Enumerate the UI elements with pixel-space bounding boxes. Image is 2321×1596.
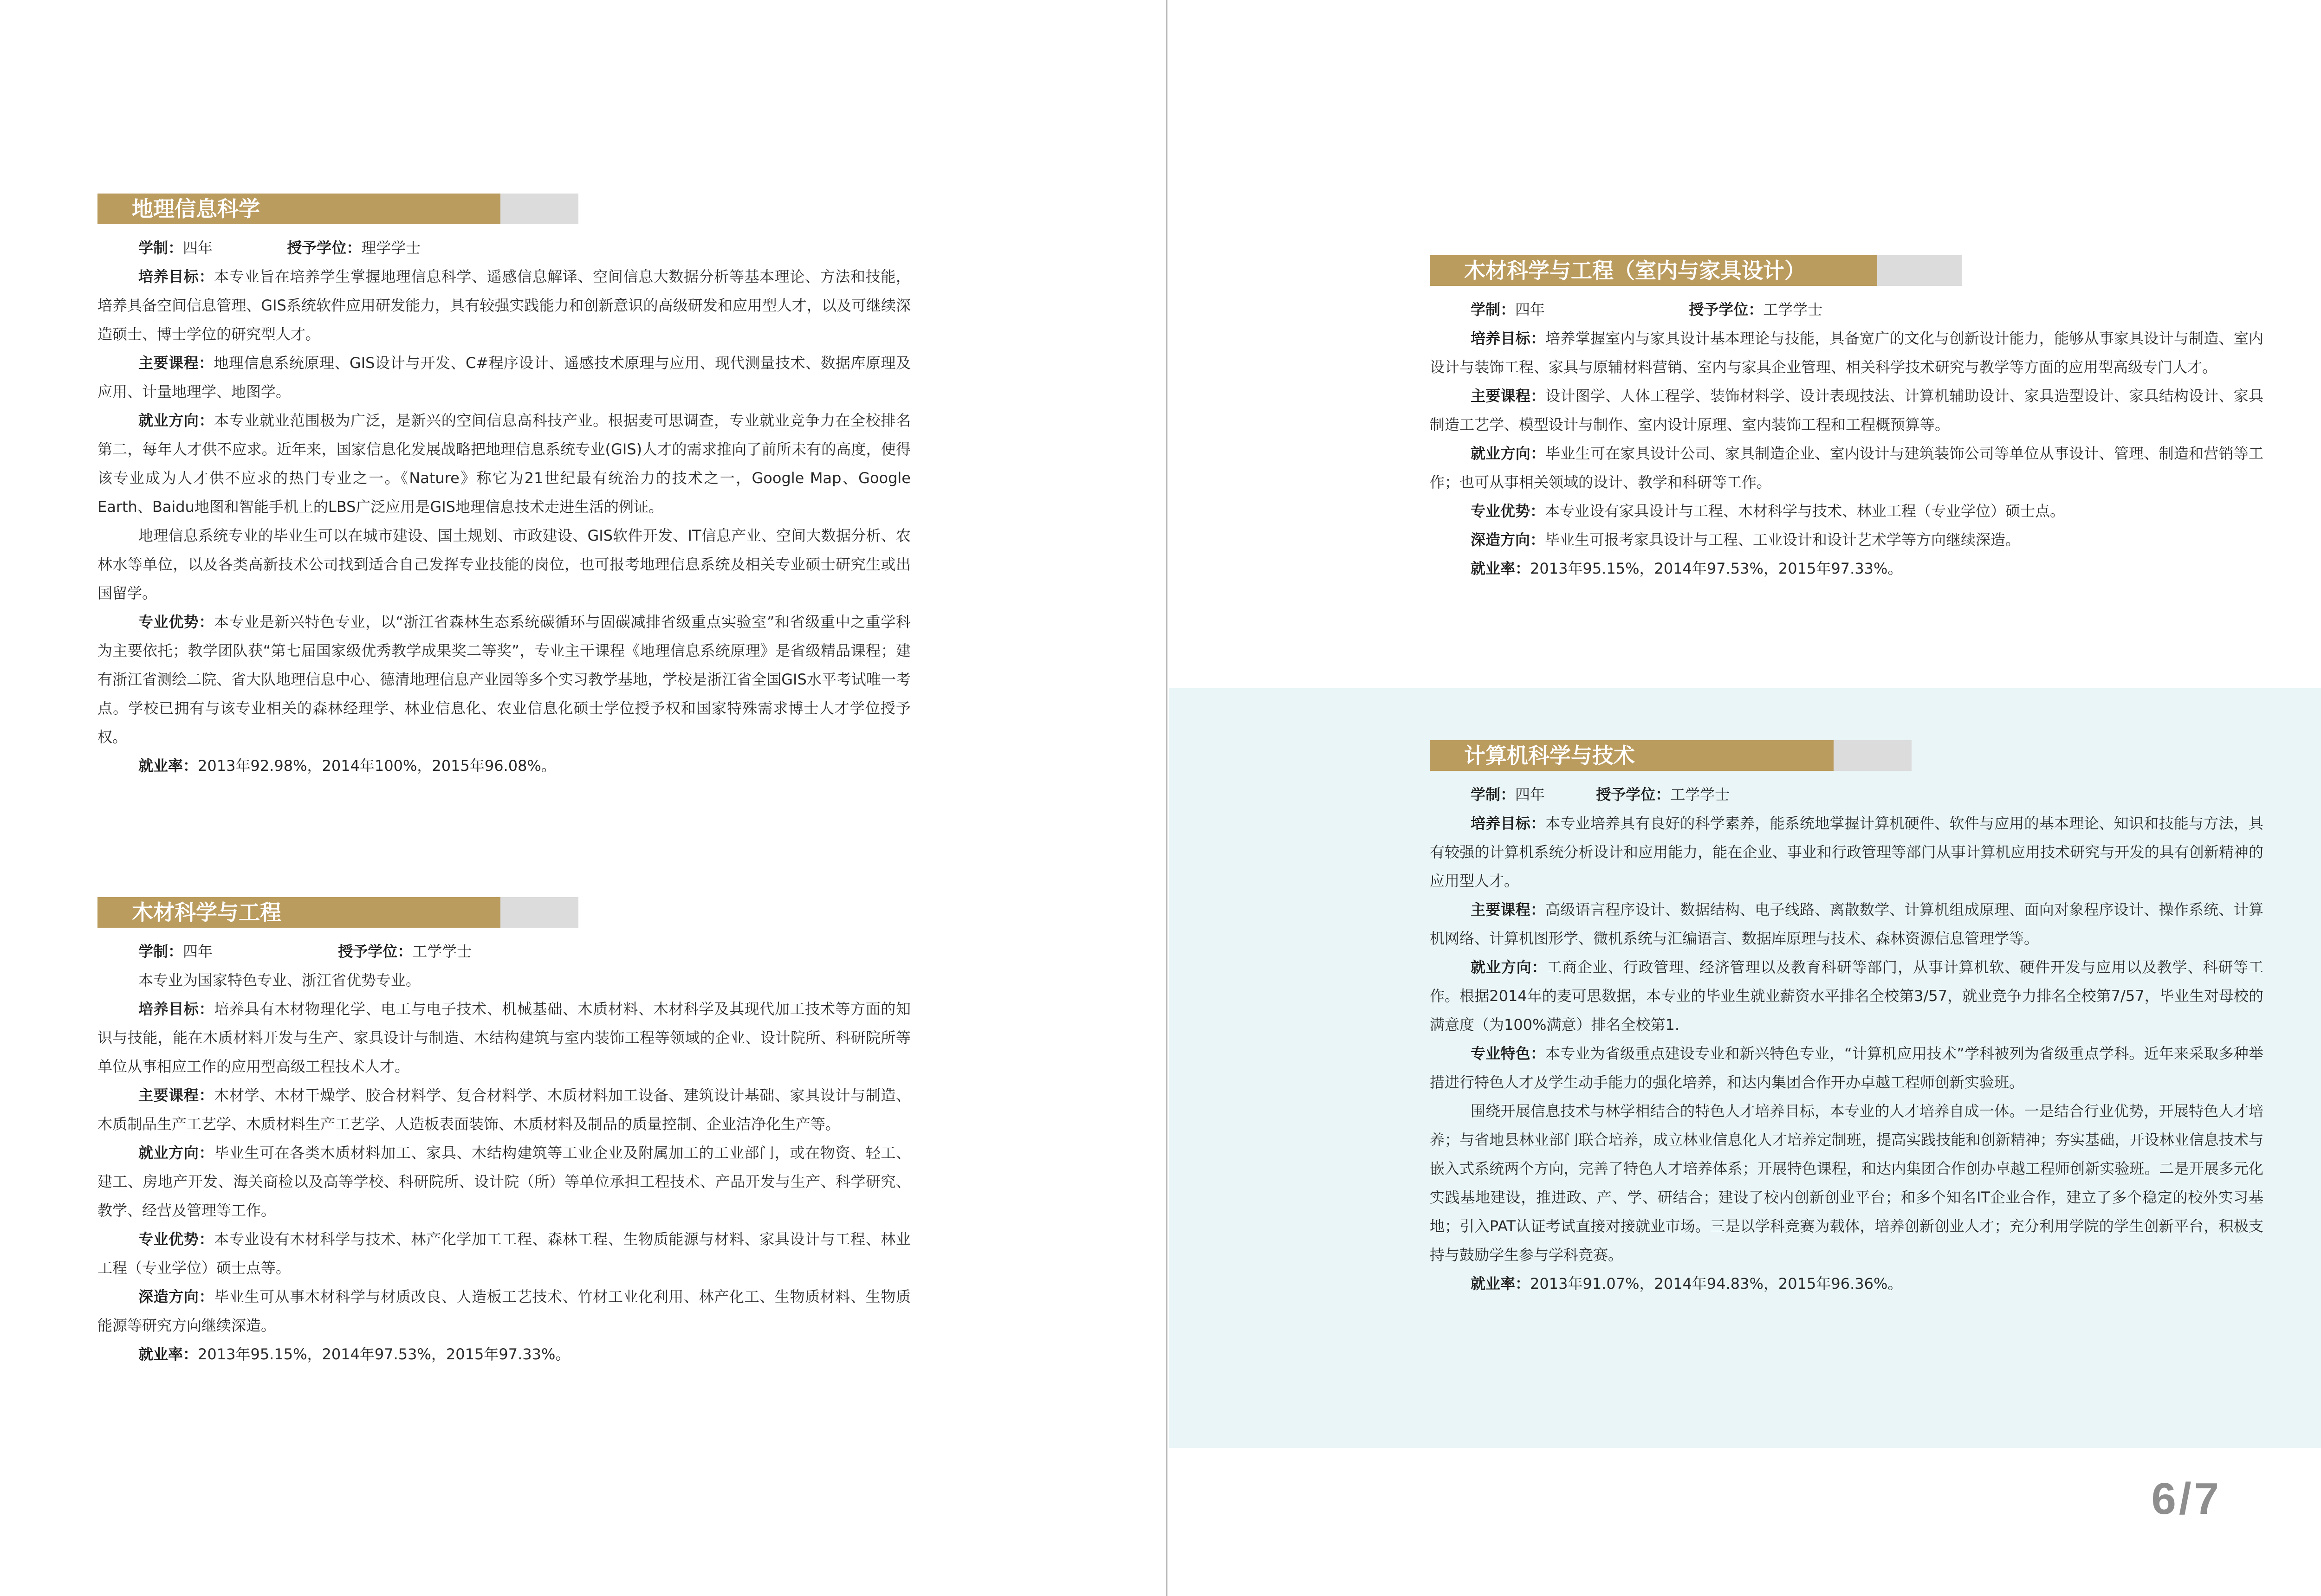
section-title: 计算机科学与技术	[1464, 743, 1635, 768]
section-interior-furniture	[1430, 255, 2263, 583]
paragraph: 深造方向：毕业生可报考家具设计与工程、工业设计和设计艺术学等方向继续深造。	[1471, 531, 2021, 549]
paragraph: 培养目标：培养掌握室内与家具设计基本理论与技能，具备宽广的文化与创新设计能力，能够从事家具设计与制造、室内设计与装饰工程、家具与原辅材料营销、室内与家具企业管理、相关科学技术研究与教学等方面的应用型高级专门人才。	[1430, 330, 2263, 376]
section-computer-science	[1430, 740, 2263, 1298]
paragraph: 主要课程：木材学、木材干燥学、胶合材料学、复合材料学、木质材料加工设备、建筑设计基础、家具设计与制造、木质制品生产工艺学、木质材料生产工艺学、人造板表面装饰、木质材料及制品的质量控制、企业洁净化生产等。	[97, 1086, 911, 1133]
section-geoinfo	[97, 194, 911, 780]
paragraph: 专业优势：本专业是新兴特色专业，以“浙江省森林生态系统碳循环与固碳减排省级重点实验室”和省级重中之重学科为主要依托；教学团队获“第七届国家级优秀教学成果奖二等奖”，专业主干课程《地理信息系统原理》是省级精品课程；建有浙江省测绘二院、省大队地理信息中心、德清地理信息产业园等多个实习教学基地，学校是浙江省全国GIS水平考试唯一考点。学校已拥有与该专业相关的森林经理学、林业信息化、农业信息化硕士学位授予权和国家特殊需求博士人才学位授予权。	[97, 613, 911, 746]
page-number: 6/7	[2151, 1474, 2222, 1524]
paragraph: 主要课程：高级语言程序设计、数据结构、电子线路、离散数学、计算机组成原理、面向对象程序设计、操作系统、计算机网络、计算机图形学、微机系统与汇编语言、数据库原理与技术、森林资源信息管理学等。	[1430, 901, 2263, 947]
section-wood-science	[97, 897, 911, 1369]
employment-rate: 就业率：2013年92.98%，2014年100%，2015年96.08%。	[138, 757, 556, 775]
paragraph: 就业方向：毕业生可在各类木质材料加工、家具、木结构建筑等工业企业及附属加工的工业部门，或在物资、轻工、建工、房地产开发、海关商检以及高等学校、科研院所、设计院（所）等单位承担工程技术、产品开发与生产、科学研究、教学、经营及管理等工作。	[97, 1144, 911, 1219]
section-header	[97, 194, 911, 224]
section-header	[1430, 255, 2263, 286]
section-title: 木材科学与工程	[132, 900, 281, 925]
meta-row: 学制：四年 授予学位：理学学士	[138, 239, 421, 257]
paragraph: 围绕开展信息技术与林学相结合的特色人才培养目标，本专业的人才培养自成一体。一是结合行业优势，开展特色人才培养；与省地县林业部门联合培养，成立林业信息化人才培养定制班，提高实践技能和创新精神；夯实基础，开设林业信息技术与嵌入式系统两个方向，完善了特色人才培养体系；开展特色课程，和达内集团合作创办卓越工程师创新实验班。二是开展多元化实践基地建设，推进政、产、学、研结合；建设了校内创新创业平台；和多个知名IT企业合作，建立了多个稳定的校外实习基地；引入PAT认证考试直接对接就业市场。三是以学科竞赛为载体，培养创新创业人才；充分利用学院的学生创新平台，积极支持与鼓励学生参与学科竞赛。	[1430, 1102, 2263, 1264]
paragraph: 专业优势：本专业设有木材科学与技术、林产化学加工工程、森林工程、生物质能源与材料、家具设计与工程、林业工程（专业学位）硕士点等。	[97, 1230, 911, 1277]
paragraph: 专业特色：本专业为省级重点建设专业和新兴特色专业，“计算机应用技术”学科被列为省级重点学科。近年来采取多种举措进行特色人才及学生动手能力的强化培养，和达内集团合作开办卓越工程师创新实验班。	[1430, 1045, 2263, 1091]
section-header	[97, 897, 911, 928]
paragraph: 培养目标：培养具有木材物理化学、电工与电子技术、机械基础、木质材料、木材科学及其现代加工技术等方面的知识与技能，能在木质材料开发与生产、家具设计与制造、木结构建筑与室内装饰工程等领域的企业、设计院所、科研院所等单位从事相应工作的应用型高级工程技术人才。	[97, 1000, 911, 1075]
meta-row: 学制：四年 授予学位：工学学士	[1471, 786, 1730, 803]
section-header	[1430, 740, 2263, 771]
section-title: 木材科学与工程（室内与家具设计）	[1464, 258, 1806, 283]
employment-rate: 就业率：2013年95.15%，2014年97.53%，2015年97.33%。	[1471, 560, 1903, 577]
paragraph: 本专业为国家特色专业、浙江省优势专业。	[138, 971, 421, 989]
paragraph: 地理信息系统专业的毕业生可以在城市建设、国土规划、市政建设、GIS软件开发、IT信息产业、空间大数据分析、农林水等单位，以及各类高新技术公司找到适合自己发挥专业技能的岗位，也可报考地理信息系统及相关专业硕士研究生或出国留学。	[97, 527, 911, 602]
meta-row: 学制：四年 授予学位：工学学士	[1471, 301, 1823, 318]
paragraph: 主要课程：设计图学、人体工程学、装饰材料学、设计表现技法、计算机辅助设计、家具造型设计、家具结构设计、家具制造工艺学、模型设计与制作、室内设计原理、室内装饰工程和工程概预算等。	[1430, 387, 2263, 433]
paragraph: 就业方向：本专业就业范围极为广泛，是新兴的空间信息高科技产业。根据麦可思调查，专业就业竞争力在全校排名第二，每年人才供不应求。近年来，国家信息化发展战略把地理信息系统专业(GIS)人才的需求推向了前所未有的高度，使得该专业成为人才供不应求的热门专业之一。《Nature》称它为21世纪最有统治力的技术之一，Google Map、Google Earth、Baidu地图和智能手机上的LBS广泛应用是GIS地理信息技术走进生活的例证。	[97, 412, 911, 516]
paragraph: 培养目标：本专业旨在培养学生掌握地理信息科学、遥感信息解译、空间信息大数据分析等基本理论、方法和技能，培养具备空间信息管理、GIS系统软件应用研发能力，具有较强实践能力和创新意识的高级研发和应用型人才，以及可继续深造硕士、博士学位的研究型人才。	[97, 268, 911, 343]
paragraph: 就业方向：毕业生可在家具设计公司、家具制造企业、室内设计与建筑装饰公司等单位从事设计、管理、制造和营销等工作；也可从事相关领域的设计、教学和科研等工作。	[1430, 445, 2263, 491]
paragraph: 深造方向：毕业生可从事木材科学与材质改良、人造板工艺技术、竹材工业化利用、林产化工、生物质材料、生物质能源等研究方向继续深造。	[97, 1288, 911, 1334]
paragraph: 主要课程：地理信息系统原理、GIS设计与开发、C#程序设计、遥感技术原理与应用、现代测量技术、数据库原理及应用、计量地理学、地图学。	[97, 354, 911, 401]
right-page	[1169, 0, 2321, 1596]
paragraph: 培养目标：本专业培养具有良好的科学素养，能系统地掌握计算机硬件、软件与应用的基本理论、知识和技能与方法，具有较强的计算机系统分析设计和应用能力，能在企业、事业和行政管理等部门从事计算机应用技术研究与开发的具有创新精神的应用型人才。	[1430, 814, 2263, 890]
employment-rate: 就业率：2013年95.15%，2014年97.53%，2015年97.33%。	[138, 1345, 571, 1363]
section-title: 地理信息科学	[132, 196, 260, 221]
paragraph: 就业方向：工商企业、行政管理、经济管理以及教育科研等部门，从事计算机软、硬件开发与应用以及教学、科研等工作。根据2014年的麦可思数据，本专业的毕业生就业薪资水平排名全校第3/57，就业竞争力排名全校第7/57，毕业生对母校的满意度（为100%满意）排名全校第1.	[1430, 958, 2263, 1034]
employment-rate: 就业率：2013年91.07%，2014年94.83%，2015年96.36%。	[1471, 1275, 1903, 1292]
paragraph: 专业优势：本专业设有家具设计与工程、木材科学与技术、林业工程（专业学位）硕士点。	[1471, 502, 2065, 520]
meta-row: 学制：四年 授予学位：工学学士	[138, 943, 472, 960]
